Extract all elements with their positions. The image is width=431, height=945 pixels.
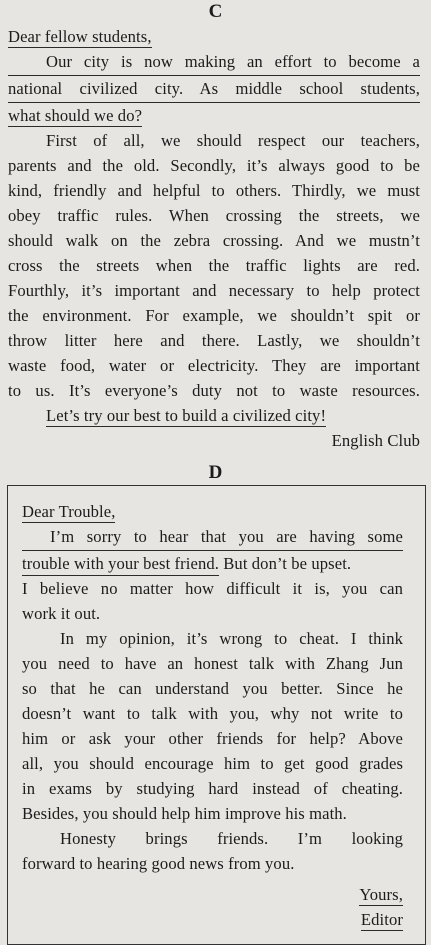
reply-line-1: I’m sorry to hear that you are having some: [22, 524, 403, 551]
reply-line: him or ask your other friends for help? Above: [22, 729, 403, 748]
sign-yours: Yours,: [359, 885, 403, 904]
body-line: Fourthly, it’s important and necessary to help protect: [8, 281, 420, 300]
greeting-d: Dear Trouble,: [22, 502, 116, 521]
body-line: throw litter here and there. Lastly, we shouldn’t: [8, 331, 420, 350]
body-line: cross the streets when the traffic lights are red.: [8, 256, 420, 275]
intro-line-3: what should we do?: [8, 106, 143, 125]
sign-editor: Editor: [360, 910, 403, 929]
body-line: kind, friendly and helpful to others. Thirdly, we must: [8, 181, 420, 200]
reply-line: forward to hearing good news from you.: [22, 854, 295, 873]
reply-line: I believe no matter how difficult it is, you can: [22, 579, 403, 598]
body-line: obey traffic rules. When crossing the streets, we: [8, 206, 420, 225]
intro-line-2: national civilized city. As middle school students,: [8, 76, 420, 103]
section-c-heading: C: [208, 1, 223, 22]
reply-line: work it out.: [22, 604, 101, 623]
body-line: the environment. For example, we shouldn’t spit or: [8, 306, 420, 325]
section-c-letter: [8, 24, 420, 453]
body-line: waste food, water or electricity. They are important: [8, 356, 420, 375]
section-d-letter: [22, 499, 403, 932]
reply-line: in exams by studying hard instead of cheating.: [22, 779, 403, 798]
reply-line: doesn’t want to talk with you, why not write to: [22, 704, 403, 723]
section-d-heading: D: [208, 462, 223, 483]
closing-line: Let’s try our best to build a civilized city!: [46, 406, 327, 425]
body-line: to us. It’s everyone’s duty not to waste resources.: [8, 381, 420, 400]
reply-line-2: trouble with your best friend. But don’t be upset.: [22, 551, 403, 576]
reply-line: so that he can understand you better. Since he: [22, 679, 403, 698]
reply-line: you need to have an honest talk with Zhang Jun: [22, 654, 403, 673]
signature-c: English Club: [331, 431, 420, 450]
body-line: should walk on the zebra crossing. And we mustn’t: [8, 231, 420, 250]
reply-line: Honesty brings friends. I’m looking: [60, 829, 403, 848]
reply-line: In my opinion, it’s wrong to cheat. I think: [60, 629, 403, 648]
body-line: First of all, we should respect our teachers,: [46, 131, 420, 150]
reply-line: all, you should encourage him to get good grades: [22, 754, 403, 773]
reply-line: Besides, you should help him improve his math.: [22, 804, 347, 823]
body-line: parents and the old. Secondly, it’s always good to be: [8, 156, 420, 175]
intro-line-1: Our city is now making an effort to become a: [8, 49, 420, 76]
greeting-c: Dear fellow students,: [8, 27, 152, 46]
